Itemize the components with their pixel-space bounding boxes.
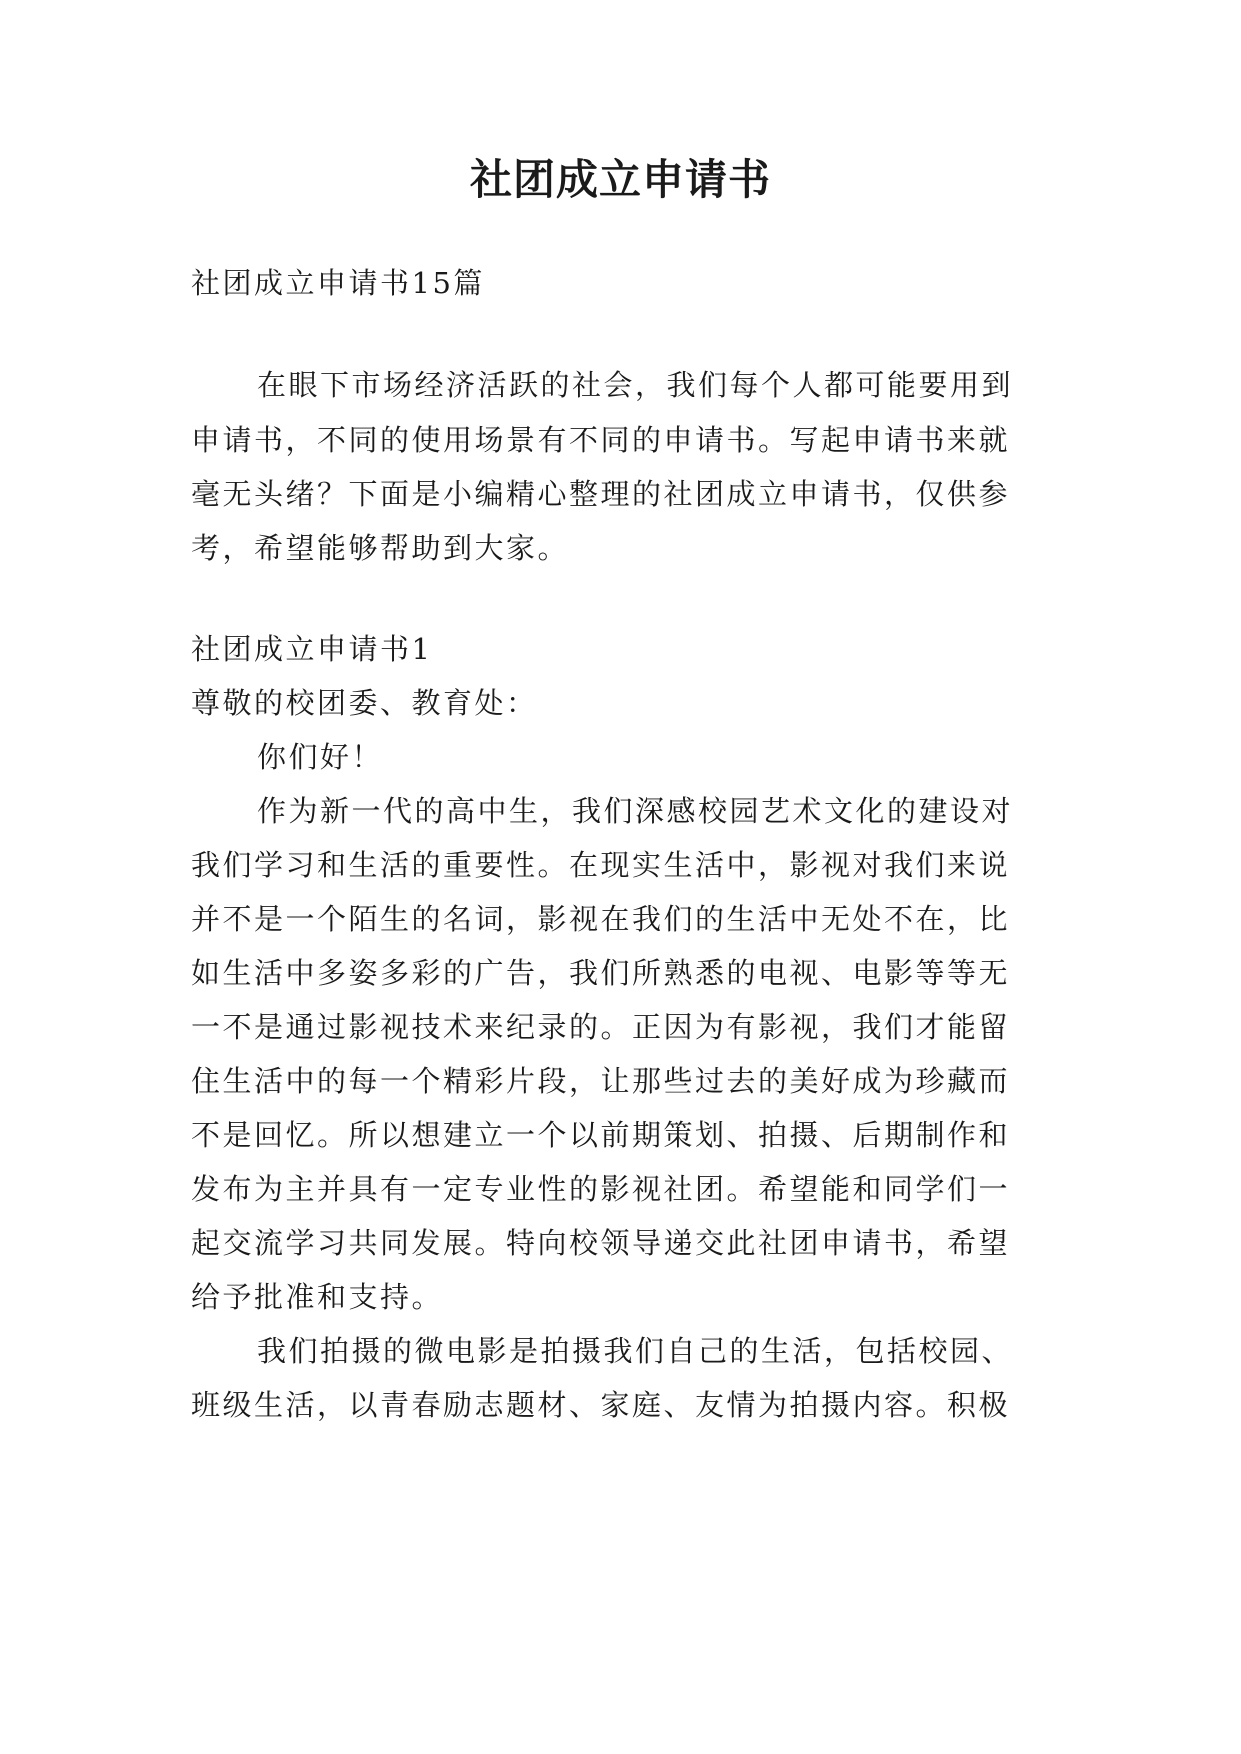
paragraph1-line-1: 作为新一代的高中生，我们深感校园艺术文化的建设对: [257, 794, 1014, 828]
document-title: 社团成立申请书: [469, 155, 771, 204]
paragraph1-line-2: 我们学习和生活的重要性。在现实生活中，影视对我们来说: [191, 848, 1011, 882]
document-subtitle: 社团成立申请书15篇: [191, 266, 485, 300]
section-heading: 社团成立申请书1: [191, 632, 433, 666]
intro-line-1: 在眼下市场经济活跃的社会，我们每个人都可能要用到: [257, 368, 1014, 402]
intro-line-2: 申请书，不同的使用场景有不同的申请书。写起申请书来就: [191, 423, 1011, 457]
paragraph1-line-10: 给予批准和支持。: [191, 1280, 444, 1314]
paragraph2-line-2: 班级生活，以青春励志题材、家庭、友情为拍摄内容。积极: [191, 1388, 1011, 1422]
paragraph1-line-3: 并不是一个陌生的名词，影视在我们的生活中无处不在，比: [191, 902, 1011, 936]
intro-line-3: 毫无头绪？下面是小编精心整理的社团成立申请书，仅供参: [191, 477, 1011, 511]
salutation: 尊敬的校团委、教育处：: [191, 686, 538, 720]
paragraph1-line-9: 起交流学习共同发展。特向校领导递交此社团申请书，希望: [191, 1226, 1011, 1260]
paragraph1-line-8: 发布为主并具有一定专业性的影视社团。希望能和同学们一: [191, 1172, 1011, 1206]
paragraph1-line-5: 一不是通过影视技术来纪录的。正因为有影视，我们才能留: [191, 1010, 1011, 1044]
paragraph2-line-1: 我们拍摄的微电影是拍摄我们自己的生活，包括校园、: [257, 1334, 1014, 1368]
paragraph1-line-6: 住生活中的每一个精彩片段，让那些过去的美好成为珍藏而: [191, 1064, 1011, 1098]
paragraph1-line-7: 不是回忆。所以想建立一个以前期策划、拍摄、后期制作和: [191, 1118, 1011, 1152]
greeting: 你们好！: [257, 740, 384, 774]
intro-line-4: 考，希望能够帮助到大家。: [191, 531, 570, 565]
paragraph1-line-4: 如生活中多姿多彩的广告，我们所熟悉的电视、电影等等无: [191, 956, 1011, 990]
